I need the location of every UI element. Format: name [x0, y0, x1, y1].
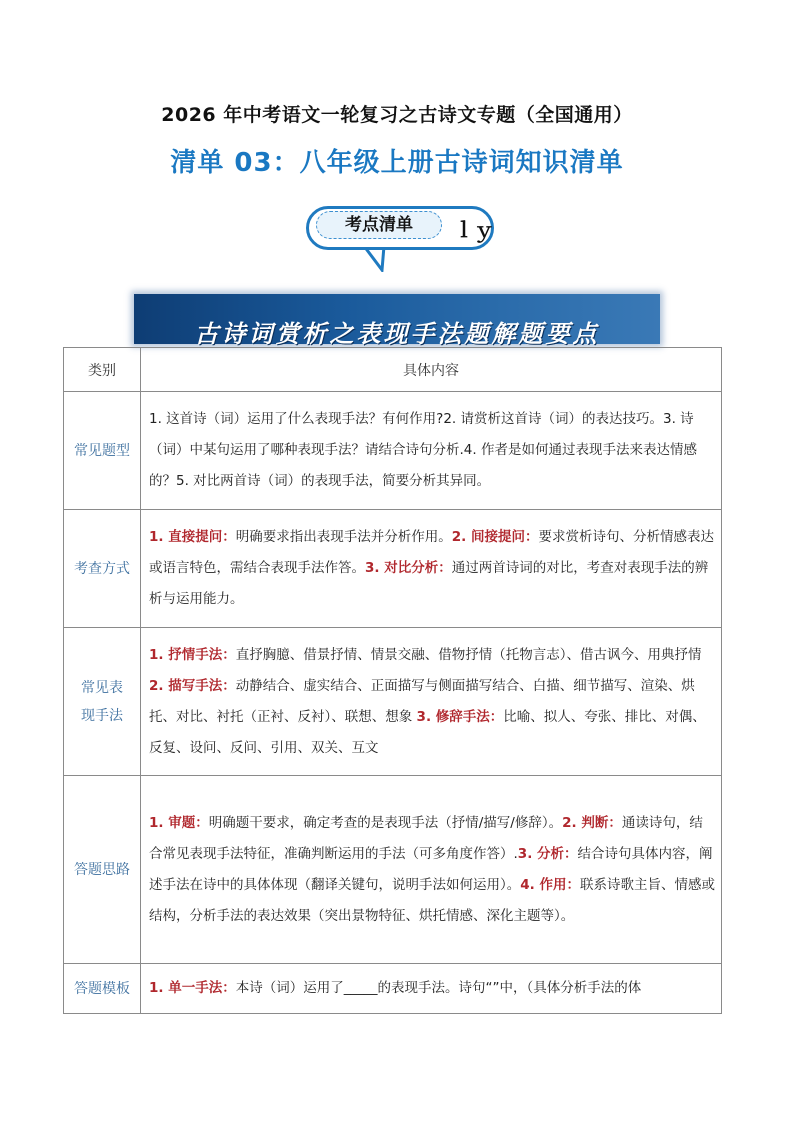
- table-row: [64, 964, 722, 1014]
- row-category: 常见表现手法: [64, 628, 141, 776]
- badge-label: 考点清单: [316, 211, 442, 239]
- row-content: [141, 776, 722, 964]
- item-text: 明确要求指出表现手法并分析作用。: [235, 529, 452, 545]
- item-text: 直抒胸臆、借景抒情、情景交融、借物抒情（托物言志）、借古讽今、用典抒情: [235, 646, 702, 663]
- item-text: 联系诗歌主旨、情感或结构，分析手法的表达效果（突出景物特征、烘托情感、深化主题等）。: [149, 876, 715, 924]
- item-label: 1. 直接提问：: [149, 529, 236, 545]
- row-content: [141, 964, 722, 1014]
- item-label: 1. 审题：: [149, 814, 209, 831]
- table-row: [64, 776, 722, 964]
- item-text: 结合诗句具体内容，阐述手法在诗中的具体体现（翻译关键句，说明手法如何运用）。: [149, 845, 713, 893]
- knowledge-table: [63, 347, 722, 1014]
- item-label: 2. 描写手法：: [149, 677, 236, 694]
- row-content: [141, 510, 722, 628]
- item-label: 1. 抒情手法：: [149, 646, 236, 663]
- header-content: 具体内容: [141, 348, 722, 392]
- document-subtitle: 清单 03：八年级上册古诗词知识清单: [170, 148, 624, 178]
- row-category: 常见题型: [64, 392, 141, 510]
- row-category: 答题思路: [64, 776, 141, 964]
- item-label: 3. 对比分析：: [365, 560, 452, 576]
- item-text: 要求赏析诗句、分析情感表达或语言特色，需结合表现手法作答。: [149, 529, 714, 576]
- row-category: 考查方式: [64, 510, 141, 628]
- exam-points-badge: [306, 206, 496, 272]
- item-label: 4. 作用：: [520, 876, 580, 893]
- item-text: 比喻、拟人、夸张、排比、对偶、反复、设问、反问、引用、双关、互文: [149, 708, 706, 756]
- badge-mark: ｌｙ: [454, 218, 494, 242]
- item-label: 2. 间接提问：: [451, 529, 539, 545]
- row-content: 1. 这首诗（词）运用了什么表现手法？有何作用?2. 请赏析这首诗（词）的表达技巧。3. 诗（词）中某句运用了哪种表现手法？请结合诗句分析.4. 作者是如何通过表现手法来表达情感的？5. 对比两首诗（词）的表现手法，简要分析其异同。: [141, 392, 722, 510]
- item-label: 3. 分析：: [517, 845, 578, 862]
- table-row: [64, 392, 722, 510]
- item-text: 明确题干要求，确定考查的是表现手法（抒情/描写/修辞）。: [208, 814, 563, 831]
- item-text: 通读诗句，结合常见表现手法特征，准确判断运用的手法（可多角度作答）.: [149, 814, 703, 862]
- section-banner: [134, 294, 660, 348]
- row-category: 答题模板: [64, 964, 141, 1014]
- row-content: [141, 628, 722, 776]
- item-label: 3. 修辞手法：: [416, 708, 504, 725]
- item-label: 2. 判断：: [562, 814, 622, 831]
- header-category: 类别: [64, 348, 141, 392]
- item-text: 动静结合、虚实结合、正面描写与侧面描写结合、白描、细节描写、渲染、烘托、对比、衬托（正衬、反衬）、联想、想象: [149, 677, 695, 725]
- banner-text: 古诗词赏析之表现手法题解题要点: [194, 319, 600, 348]
- document-title: 2026 年中考语文一轮复习之古诗文专题（全国通用）: [161, 104, 633, 126]
- table-row: [64, 510, 722, 628]
- table-row: [64, 628, 722, 776]
- item-label: 1. 单一手法：: [149, 980, 236, 996]
- item-text: 本诗（词）运用了_____的表现手法。诗句“”中，（具体分析手法的体: [235, 980, 642, 996]
- item-text: 通过两首诗词的对比，考查对表现手法的辨析与运用能力。: [149, 560, 709, 607]
